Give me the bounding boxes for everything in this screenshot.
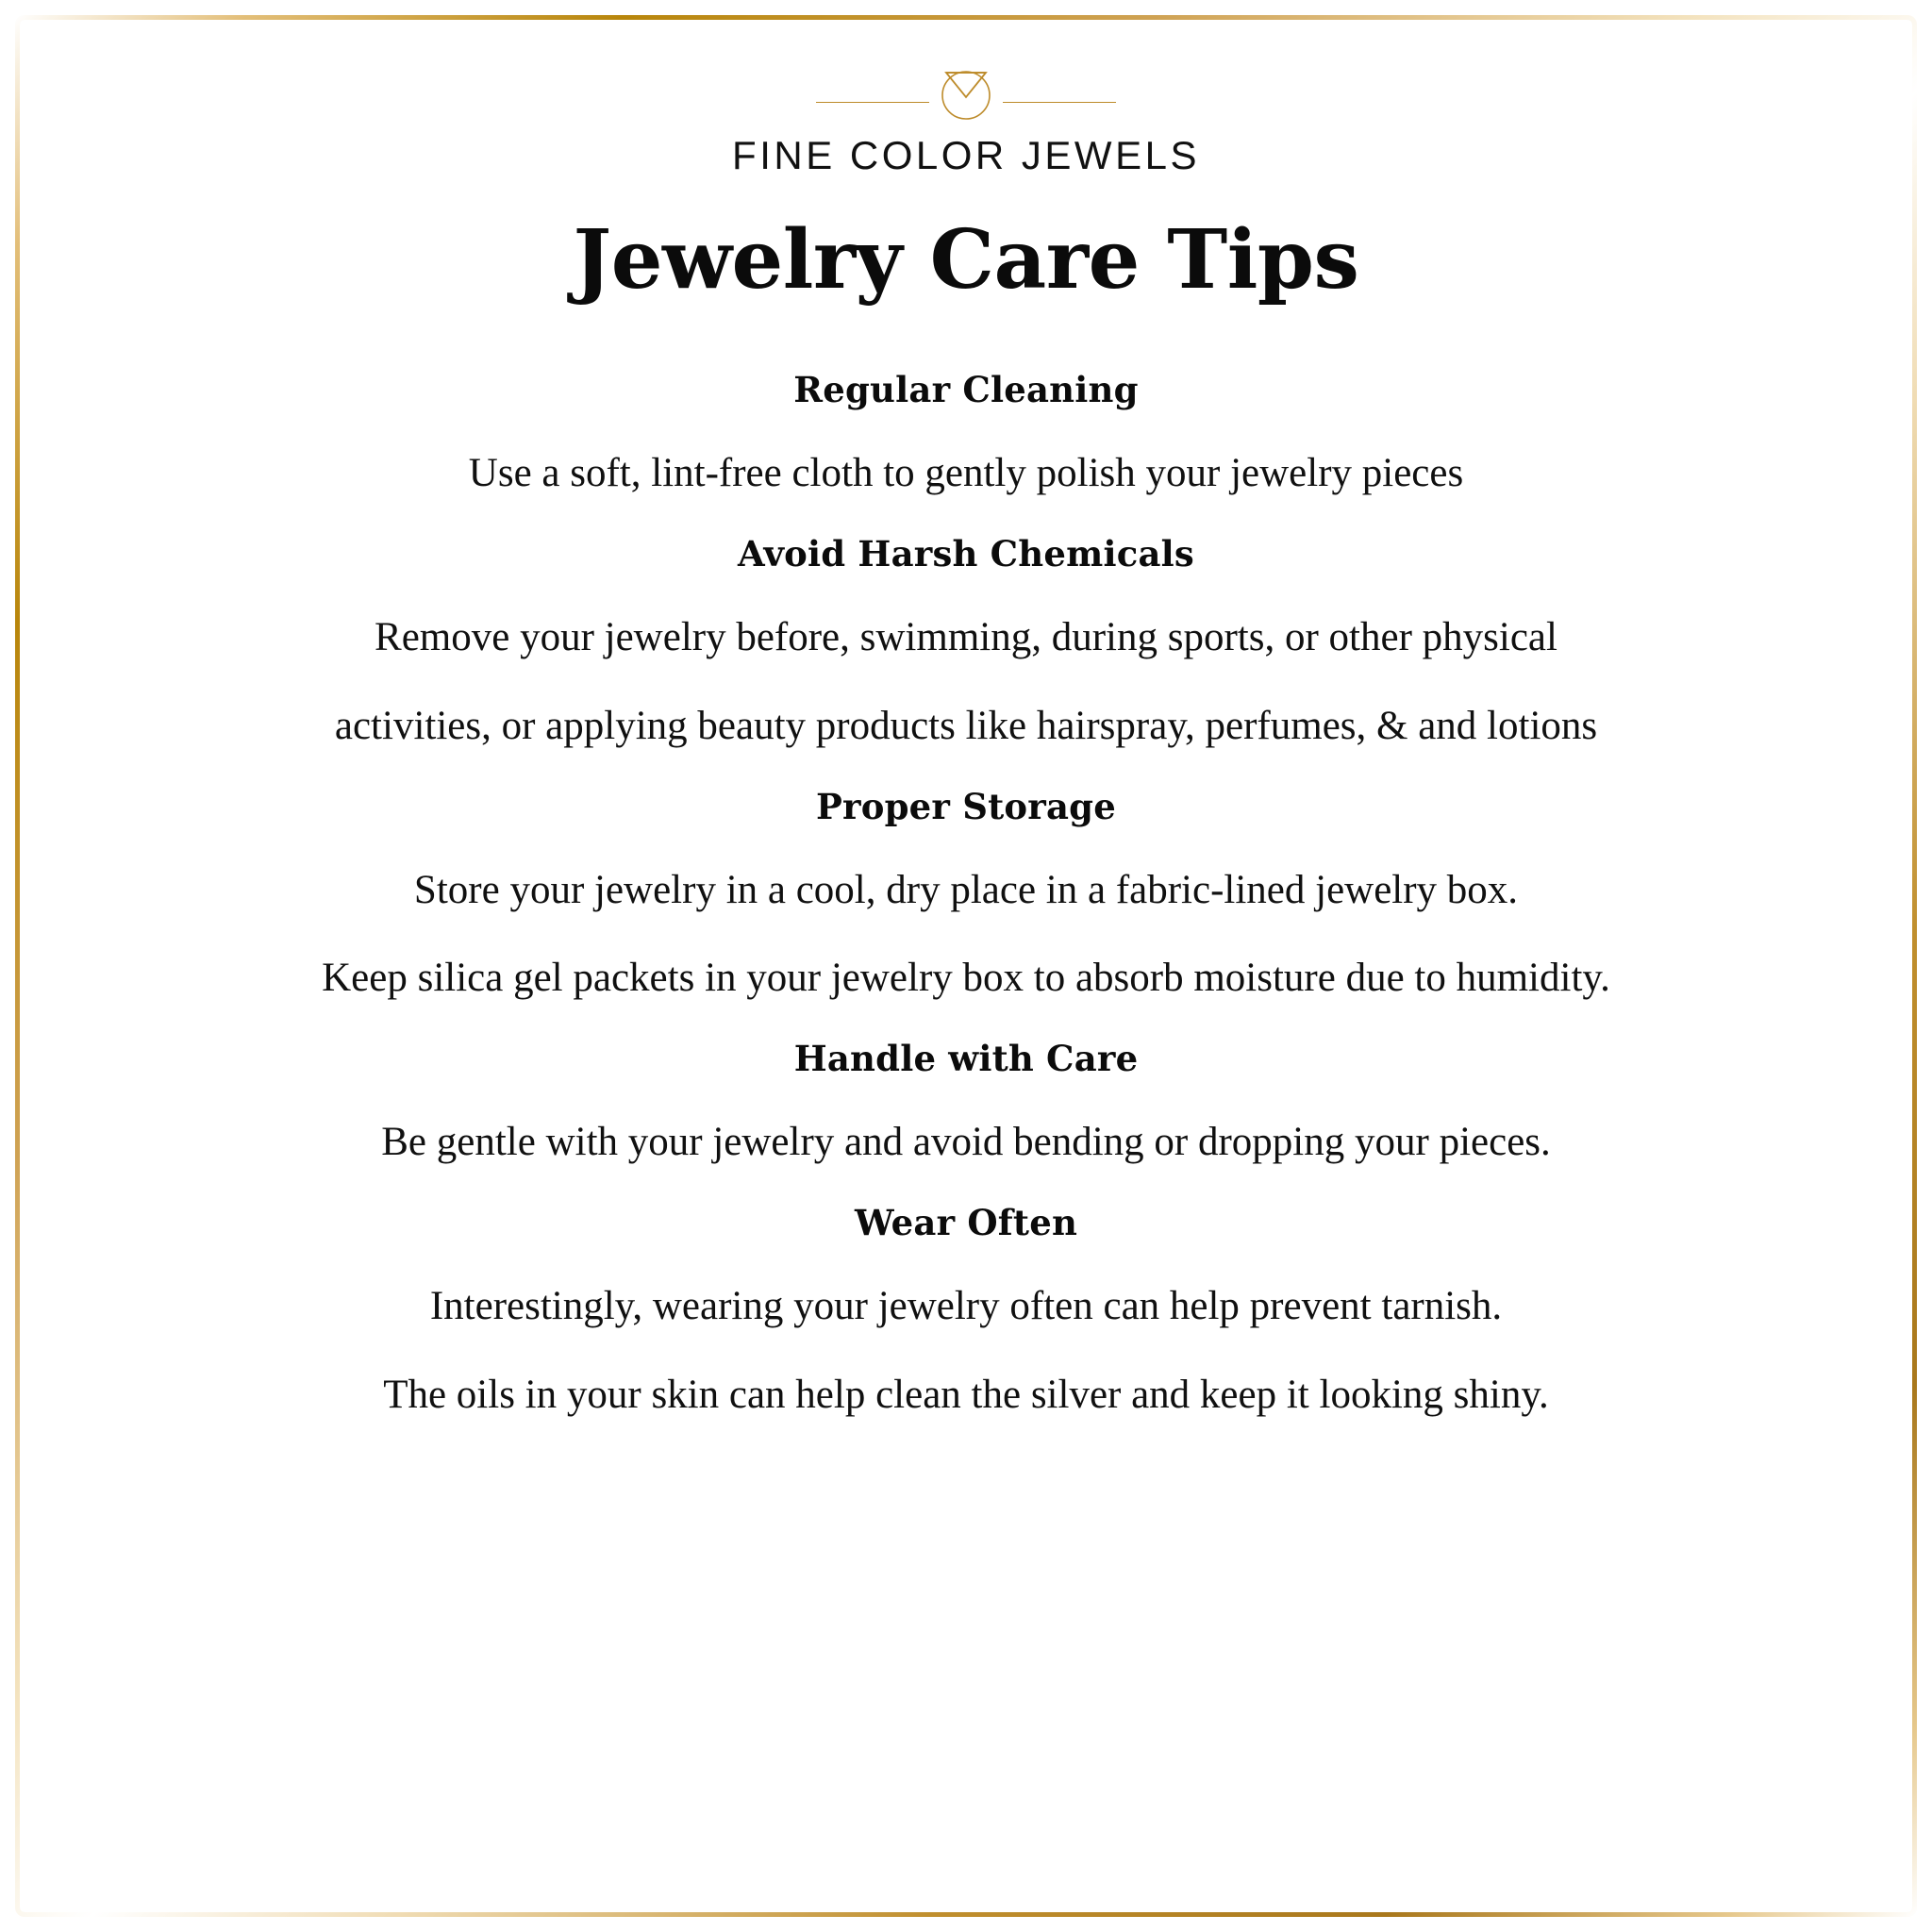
section-text: Be gentle with your jewelry and avoid bending or dropping your pieces. [381,1120,1551,1165]
logo-mark-row [816,61,1116,127]
section-heading: Regular Cleaning [793,369,1139,411]
brand-logo [732,61,1200,178]
section-heading: Handle with Care [793,1038,1139,1080]
section-proper-storage [86,752,1846,1005]
section-heading: Avoid Harsh Chemicals [738,533,1194,575]
section-avoid-harsh-chemicals [86,499,1846,752]
care-tips-sections [86,335,1846,1420]
section-text: The oils in your skin can help clean the silver and keep it looking shiny. [383,1372,1549,1417]
section-wear-often [86,1168,1846,1421]
page-title: Jewelry Care Tips [573,212,1359,308]
gold-border-frame [15,15,1917,1917]
logo-divider-right [1003,102,1116,103]
section-text: activities, or applying beauty products like hairspray, perfumes, & and lotions [334,703,1598,748]
section-text: Remove your jewelry before, swimming, during sports, or other physical [375,615,1557,660]
logo-divider-left [816,102,929,103]
section-text: Use a soft, lint-free cloth to gently polish your jewelry pieces [468,451,1464,496]
page-content [20,20,1912,1912]
section-heading: Proper Storage [816,785,1116,827]
section-text: Keep silica gel packets in your jewelry box to absorb moisture due to humidity. [322,956,1610,1001]
section-heading: Wear Often [854,1201,1078,1243]
section-text: Store your jewelry in a cool, dry place in a fabric-lined jewelry box. [413,867,1519,912]
section-handle-with-care [86,1004,1846,1168]
section-regular-cleaning [86,335,1846,499]
section-text: Interestingly, wearing your jewelry often can help prevent tarnish. [429,1283,1503,1328]
brand-name: FINE COLOR JEWELS [732,133,1200,177]
diamond-outline-icon [929,61,1003,127]
